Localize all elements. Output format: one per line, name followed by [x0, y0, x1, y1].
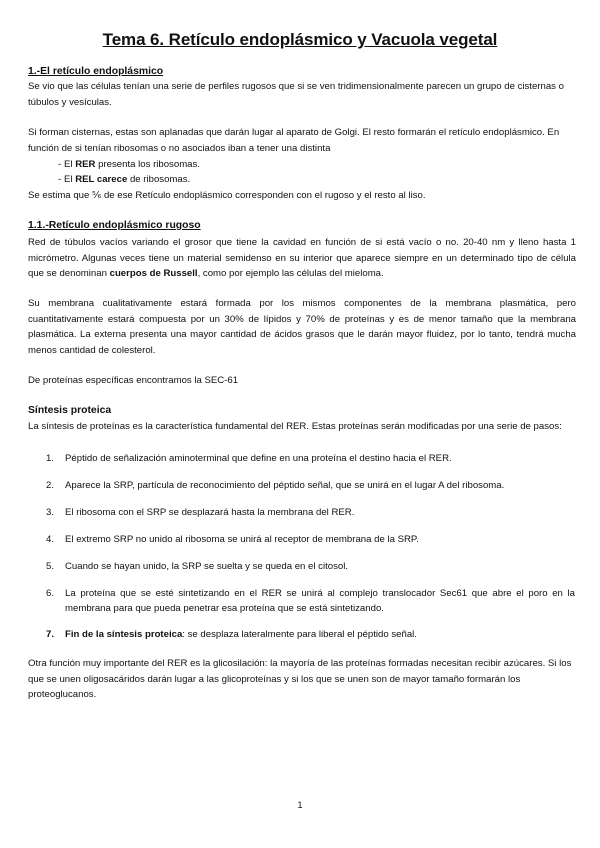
sintesis-intro: La síntesis de proteínas es la característica fundamental del RER. Estas proteínas serán modificadas por una serie de pasos:	[28, 421, 562, 432]
section-1-1-paragraph-3: De proteínas específicas encontramos la SEC-61	[28, 375, 239, 386]
bullet-dash: -	[58, 174, 62, 185]
section-1-paragraph-1: Se vio que las células tenían una serie de perfiles rugosos que si se ven tridimensionalmente parecen un grupo de cisternas o túbulos y vesículas.	[28, 81, 564, 108]
document-page: Tema 6. Retículo endoplásmico y Vacuola vegetal 1.-El retículo endoplásmico Se vio que las células tenían una serie de perfiles rugosos que si se ven tridimensionalmente parecen un grupo de cisternas o túbulos y vesículas. Si forman cisternas, estas son aplanadas que darán lugar al aparato de Golgi. El resto formarán el retículo endoplásmico. En función de si tenían ribosomas o no asociados iban a tener una distinta - El RER presenta los ribosomas. - El REL carece de ribosomas. Se estima que ⅚ de ese Retículo endoplásmico corresponden con el rugoso y el resto al liso. 1.1.-Retículo endoplásmico rugoso Red de túbulos vacíos variando el grosor que tiene la cavidad en función de si está vacío o no. 20-40 nm y lleno hasta 1 micrómetro. Algunas veces tiene un material semidenso en su interior que aparece siempre en un determinado tipo de célula que se denominan cuerpos de Russell, como por ejemplo las células del mieloma. Su membrana cualitativamente estará formada por los mismos componentes de la membrana plasmática, pero cuantitativamente estará compuesta por un 30% de lípidos y 70% de proteínas y es de menor tamaño que la membrana plasmática. La externa presenta una mayor cantidad de ácidos grasos que le darán mayor fluidez, por lo tanto, tendrá mucha menos cantidad de colesterol. De proteínas específicas encontramos la SEC-61 Síntesis proteica La síntesis de proteínas es la característica fundamental del RER. Estas proteínas serán modificadas por una serie de pasos: 1. Péptido de señalización aminoterminal que define en una proteína el destino hacia el RER. 2. Aparece la SRP, partícula de reconocimiento del péptido señal, que se unirá en el lugar A del ribosoma. 3. El ribosoma con el SRP se desplazará hasta la membrana del RER. 4. El extremo SRP no unido al ribosoma se unirá al receptor de membrana de la SRP. 5. Cuando se hayan unido, la SRP se suelta y se queda en el citosol. 6. La proteína que se esté sintetizando en el RER se unirá al complejo translocador Sec61 que abre el poro en la membrana para que pueda penetrar esa proteína que se está sintetizando. 7. Fin de la síntesis proteica: se desplaza lateralmente para liberal el péptido señal. Otra función muy importante del RER es la glicosilación: la mayoría de las proteínas formadas necesitan recibir azúcares. Si los que se unen oligosacáridos darán lugar a las glicoproteínas y si los que se unen son de mayor tamaño formarán los proteoglucanos. 1	[0, 0, 600, 848]
section-1-paragraph-3: Se estima que ⅚ de ese Retículo endoplásmico corresponden con el rugoso y el resto al liso.	[28, 190, 426, 201]
section-heading-1: 1.-El retículo endoplásmico	[28, 66, 164, 77]
section-1-1-paragraph-4: Otra función muy importante del RER es la glicosilación: la mayoría de las proteínas formadas necesitan recibir azúcares. Si los que se unen oligosacáridos darán lugar a las glicoproteínas y si los que se unen son de mayor tamaño formarán los proteoglucanos.	[28, 658, 572, 701]
section-1-1-paragraph-2: Su membrana cualitativamente estará formada por los mismos componentes de la membrana plasmática, pero cuantitativamente estará compuesta por un 30% de lípidos y 70% de proteínas y es de menor tamaño que la membrana plasmática. La externa presenta una mayor cantidad de ácidos grasos que le darán mayor fluidez, por lo tanto, tendrá mucha menos cantidad de colesterol.	[28, 298, 576, 356]
section-1-paragraph-2: Si forman cisternas, estas son aplanadas que darán lugar al aparato de Golgi. El resto formarán el retículo endoplásmico. En función de si tenían ribosomas o no asociados iban a tener una distinta	[28, 127, 560, 154]
page-title: Tema 6. Retículo endoplásmico y Vacuola vegetal	[102, 30, 498, 49]
section-heading-1-1: 1.1.-Retículo endoplásmico rugoso	[28, 220, 201, 231]
subheading-sintesis: Síntesis proteica	[28, 405, 112, 416]
page-number: 1	[297, 800, 303, 810]
section-1-1-paragraph-1: Red de túbulos vacíos variando el grosor que tiene la cavidad en función de si está vacío o no. 20-40 nm y lleno hasta 1 micrómetro. Algunas veces tiene un material semidenso en su interior que aparece siempre en un determinado tipo de célula que se denominan cuerpos de Russell, como por ejemplo las células del mieloma.	[28, 237, 576, 280]
bullet-dash: -	[58, 159, 62, 170]
